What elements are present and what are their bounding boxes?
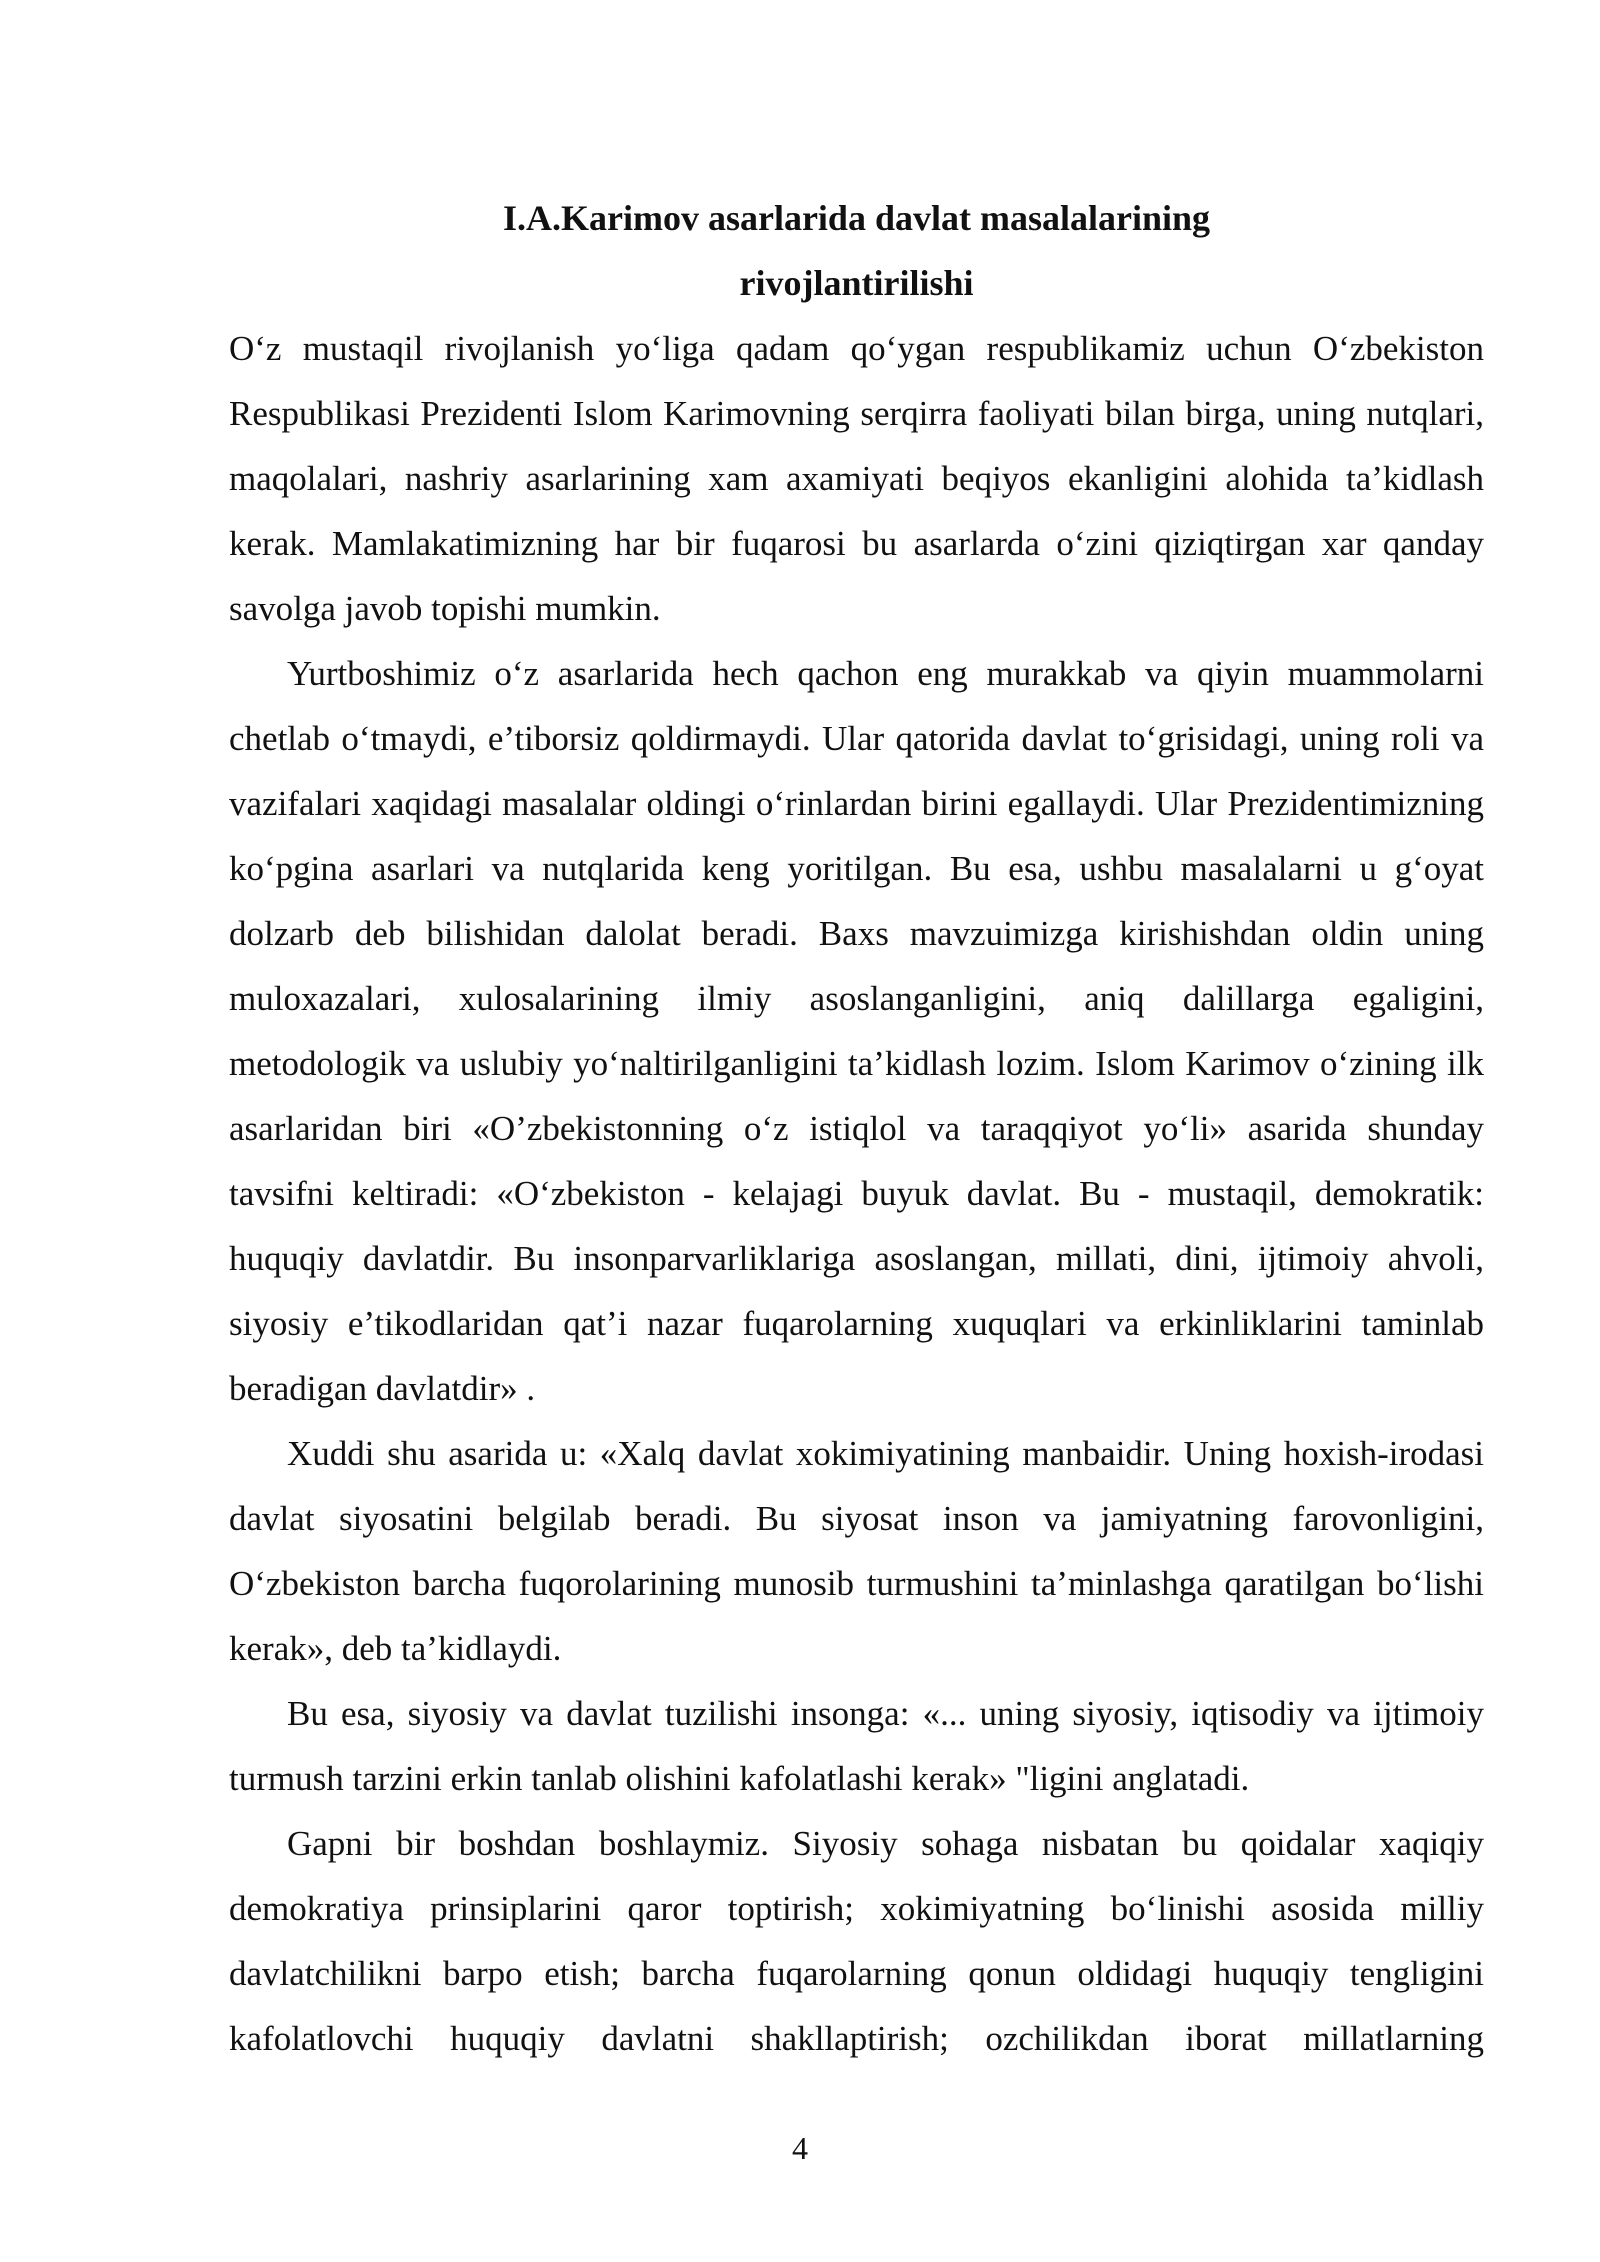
paragraph-1: O‘z mustaqil rivojlanish yo‘liga qadam qo‘ygan respublikamiz uchun O‘zbekiston Respublikasi Prezidenti Islom Karimovning serqirra faoliyati bilan birga, uning nutqlari, maqolalari, nashriy asarlarining xam axamiyati beqiyos ekanligini alohida ta’kidlash kerak. Mamlakatimizning har bir fuqarosi bu asarlarda o‘zini qiziqtirgan xar qanday savolga javob topishi mumkin.	[229, 329, 1484, 628]
paragraph-4: Bu esa, siyosiy va davlat tuzilishi insonga: «... uning siyosiy, iqtisodiy va ijtimoiy turmush tarzini erkin tanlab olishini kafolatlashi kerak» "ligini anglatadi.	[229, 1694, 1484, 1798]
paragraph-5: Gapni bir boshdan boshlaymiz. Siyosiy sohaga nisbatan bu qoidalar xaqiqiy demokratiya prinsiplarini qaror toptirish; xokimiyatning bo‘linishi asosida milliy davlatchilikni barpo etish; barcha fuqarolarning qonun oldidagi huquqiy tengligini kafolatlovchi huquqiy davlatni shakllaptirish; ozchilikdan iborat millatlarning	[229, 1824, 1484, 2058]
title-line-1: I.A.Karimov asarlarida davlat masalalarining	[502, 198, 1210, 238]
page-content	[229, 186, 1484, 2071]
paragraph-3: Xuddi shu asarida u: «Xalq davlat xokimiyatining manbaidir. Uning hoxish-irodasi davlat siyosatini belgilab beradi. Bu siyosat inson va jamiyatning farovonligini, O‘zbekiston barcha fuqorolarining munosib turmushini ta’minlashga qaratilgan bo‘lishi kerak», deb ta’kidlaydi.	[229, 1434, 1484, 1668]
paragraph-2: Yurtboshimiz o‘z asarlarida hech qachon eng murakkab va qiyin muammolarni chetlab o‘tmaydi, e’tiborsiz qoldirmaydi. Ular qatorida davlat to‘grisidagi, uning roli va vazifalari xaqidagi masalalar oldingi o‘rinlardan birini egallaydi. Ular Prezidentimizning ko‘pgina asarlari va nutqlarida keng yoritilgan. Bu esa, ushbu masalalarni u g‘oyat dolzarb deb bilishidan dalolat beradi. Baxs mavzuimizga kirishishdan oldin uning muloxazalari, xulosalarining ilmiy asoslanganligini, aniq dalillarga egaligini, metodologik va uslubiy yo‘naltirilganligini ta’kidlash lozim. Islom Karimov o‘zining ilk asarlaridan biri «O’zbekistonning o‘z istiqlol va taraqqiyot yo‘li» asarida shunday tavsifni keltiradi: «O‘zbekiston - kelajagi buyuk davlat. Bu - mustaqil, demokratik: huquqiy davlatdir. Bu insonparvarliklariga asoslangan, millati, dini, ijtimoiy ahvoli, siyosiy e’tikodlaridan qat’i nazar fuqarolarning xuquqlari va erkinliklarini taminlab beradigan davlatdir» .	[229, 654, 1484, 1408]
page-number: 4	[792, 2130, 808, 2166]
title-line-2: rivojlantirilishi	[739, 263, 974, 303]
